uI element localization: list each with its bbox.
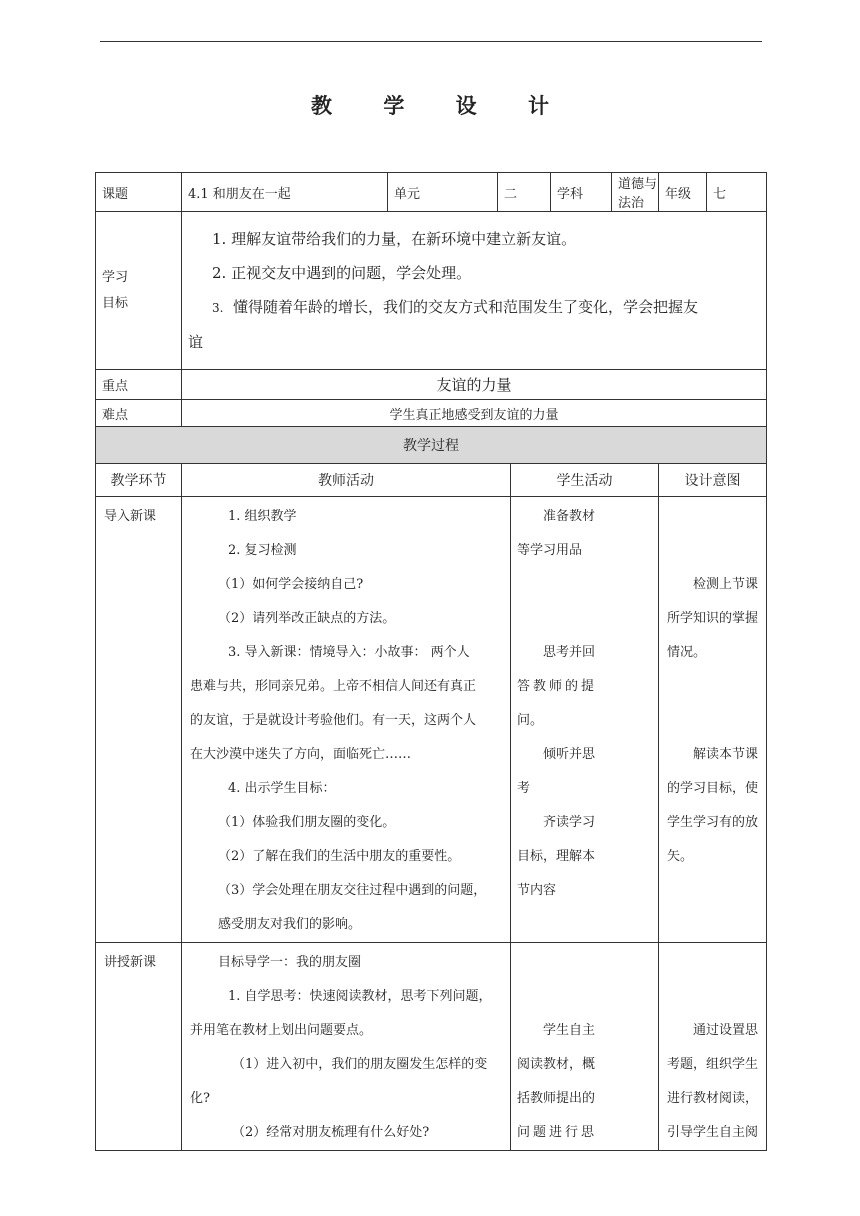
student-line [517,602,654,636]
design-line: 检测上节课 [693,577,759,592]
difficulty-label: 难点 [96,400,182,427]
section-intro-student [511,497,659,943]
teacher-line: （2）请列举改正缺点的方法。 [218,611,396,626]
key-point-row [96,370,767,400]
design-line: 所学知识的掌握 [667,611,759,626]
goals-label-line2: 目标 [102,295,129,311]
teacher-line: 化? [190,1091,210,1106]
process-heading: 教学过程 [96,427,767,464]
student-line: 考 [517,781,531,796]
student-line: 问。 [517,713,544,728]
goal-item-3-cont: 谊 [188,333,204,351]
design-line: 考题，组织学生 [667,1057,759,1072]
teacher-line: 目标导学一：我的朋友圈 [218,955,362,970]
goals-content [182,212,767,370]
goals-label-line1: 学习 [102,269,129,285]
teacher-line: 的友谊，于是就设计考验他们。有一天，这两个人 [190,713,477,728]
teacher-line: （1）进入初中，我们的朋友圈发生怎样的变 [232,1057,488,1072]
course-value: 4.1 和朋友在一起 [182,173,388,212]
unit-value: 二 [498,173,551,212]
design-line: 通过设置思 [693,1023,759,1038]
student-line: 思考并回 [543,645,596,660]
page-title: 教 学 设 计 [311,93,571,118]
student-line: 齐读学习 [543,815,596,830]
goal-item-3-number: 3. [212,301,224,315]
key-point-label: 重点 [96,370,182,400]
key-point-value: 友谊的力量 [182,370,767,400]
student-line: 学生自主 [543,1023,596,1038]
info-row [96,173,767,212]
student-line: 节内容 [517,883,557,898]
teacher-line: 3. 导入新课：情境导入：小故事： 两个人 [228,645,470,660]
goal-item-2: 2. 正视交友中遇到的问题，学会处理。 [212,264,472,282]
goal-item-1: 1. 理解友谊带给我们的力量，在新环境中建立新友谊。 [212,230,577,248]
section-intro-label: 导入新课 [96,497,182,943]
design-line: 情况。 [667,645,707,660]
design-line [667,534,760,568]
section-intro-row [96,497,767,943]
teacher-line: 1. 自学思考：快速阅读教材，思考下列问题， [228,989,492,1004]
goals-row [96,212,767,370]
subject-value: 道德与法治 [612,173,659,212]
student-line [517,568,654,602]
design-line [667,980,760,1014]
lesson-plan-table [95,172,767,1151]
process-heading-row [96,427,767,464]
difficulty-value: 学生真正地感受到友谊的力量 [182,400,767,427]
student-line: 准备教材 [543,509,596,524]
section-teach-student [511,943,659,1151]
col-student: 学生活动 [511,464,659,497]
subject-label: 学科 [551,173,612,212]
design-line: 学生学习有的放 [667,815,759,830]
grade-value: 七 [707,173,767,212]
col-stage: 教学环节 [96,464,182,497]
teacher-line: 并用笔在教材上划出问题要点。 [190,1023,373,1038]
course-label: 课题 [96,173,182,212]
teacher-line: 患难与共，形同亲兄弟。上帝不相信人间还有真正 [190,679,477,694]
design-line: 引导学生自主阅 [667,1125,759,1140]
section-teach-design [659,943,767,1151]
col-teacher: 教师活动 [182,464,511,497]
grade-label: 年级 [659,173,707,212]
col-design: 设计意图 [659,464,767,497]
design-line [667,500,760,534]
student-line: 答教师的提 [517,679,598,694]
student-line: 倾听并思 [543,747,596,762]
section-intro-design [659,497,767,943]
unit-label: 单元 [388,173,498,212]
header-rule [100,41,762,42]
student-line: 等学习用品 [517,543,583,558]
teacher-line: 4. 出示学生目标： [228,781,336,796]
teacher-line: （1）如何学会接纳自己? [218,577,364,592]
design-line: 进行教材阅读， [667,1091,759,1106]
teacher-line: （2）了解在我们的生活中朋友的重要性。 [218,849,461,864]
student-line: 括教师提出的 [517,1091,596,1106]
design-line: 解读本节课 [693,747,759,762]
teacher-line: （3）学会处理在朋友交往过程中遇到的问题， [218,883,487,898]
section-teach-row [96,943,767,1151]
design-line [667,704,760,738]
teacher-line: 感受朋友对我们的影响。 [218,917,362,932]
design-line: 的学习目标，使 [667,781,759,796]
student-line: 阅读教材，概 [517,1057,596,1072]
design-line: 矢。 [667,849,694,864]
design-line [667,670,760,704]
section-teach-label: 讲授新课 [96,943,182,1151]
student-line [517,980,654,1014]
section-intro-teacher [182,497,511,943]
student-line [517,946,654,980]
student-line: 目标，理解本 [517,849,596,864]
teacher-line: （1）体验我们朋友圈的变化。 [218,815,396,830]
design-line [667,946,760,980]
student-line: 问题进行思 [517,1125,598,1140]
teacher-line: 在大沙漠中迷失了方向，面临死亡…… [190,747,412,762]
goal-item-3: 懂得随着年龄的增长，我们的交友方式和范围发生了变化，学会把握友 [233,298,699,316]
teacher-line: 1. 组织教学 [228,509,297,524]
process-columns-row [96,464,767,497]
teacher-line: 2. 复习检测 [228,543,297,558]
section-teach-teacher [182,943,511,1151]
difficulty-row [96,400,767,427]
goals-label [96,212,182,370]
teacher-line: （2）经常对朋友梳理有什么好处? [232,1125,430,1140]
